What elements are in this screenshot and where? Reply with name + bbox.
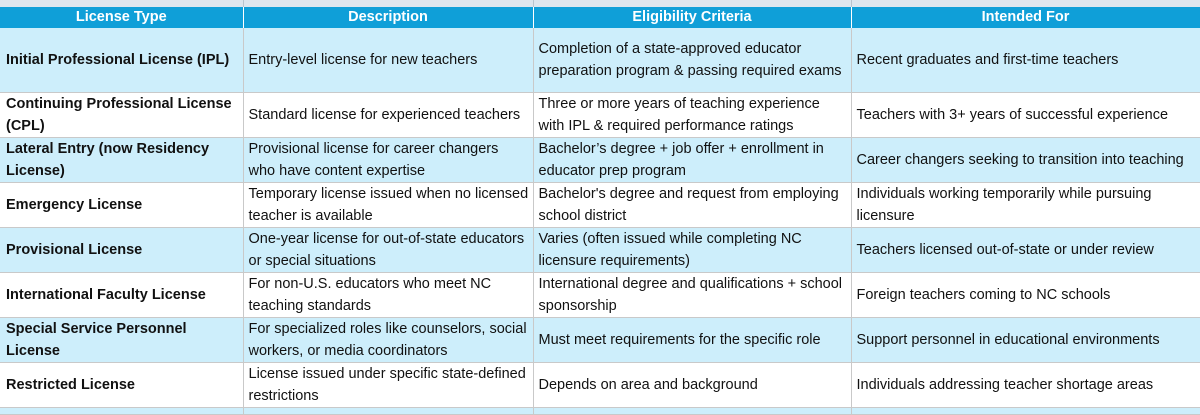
table-row: [0, 273, 1200, 318]
cell-license-type[interactable]: Restricted License: [0, 363, 243, 408]
empty-cell[interactable]: [243, 408, 533, 415]
cell-intended-for[interactable]: Career changers seeking to transition into teaching: [851, 138, 1200, 183]
cell-intended-for[interactable]: Foreign teachers coming to NC schools: [851, 273, 1200, 318]
cell-license-type[interactable]: Emergency License: [0, 183, 243, 228]
cell-description[interactable]: For specialized roles like counselors, social workers, or media coordinators: [243, 318, 533, 363]
cell-license-type[interactable]: Provisional License: [0, 228, 243, 273]
header-description[interactable]: Description: [243, 7, 533, 28]
cell-eligibility[interactable]: Bachelor's degree and request from employing school district: [533, 183, 851, 228]
partial-next-row: [0, 408, 1200, 415]
cell-license-type[interactable]: Special Service Personnel License: [0, 318, 243, 363]
header-row: [0, 7, 1200, 28]
cell-eligibility[interactable]: Varies (often issued while completing NC licensure requirements): [533, 228, 851, 273]
cell-intended-for[interactable]: Teachers licensed out-of-state or under review: [851, 228, 1200, 273]
empty-cell[interactable]: [533, 408, 851, 415]
cell-eligibility[interactable]: Completion of a state-approved educator preparation program & passing required exams: [533, 28, 851, 93]
cell-description[interactable]: Provisional license for career changers who have content expertise: [243, 138, 533, 183]
table-row: [0, 183, 1200, 228]
table-row: [0, 138, 1200, 183]
cell-description[interactable]: Temporary license issued when no licensed teacher is available: [243, 183, 533, 228]
cell-eligibility[interactable]: Three or more years of teaching experience with IPL & required performance ratings: [533, 93, 851, 138]
header-eligibility-criteria[interactable]: Eligibility Criteria: [533, 7, 851, 28]
cell-intended-for[interactable]: Teachers with 3+ years of successful experience: [851, 93, 1200, 138]
header-intended-for[interactable]: Intended For: [851, 7, 1200, 28]
empty-cell[interactable]: [851, 408, 1200, 415]
cell-description[interactable]: One-year license for out-of-state educators or special situations: [243, 228, 533, 273]
cell-eligibility[interactable]: Must meet requirements for the specific role: [533, 318, 851, 363]
cell-description[interactable]: License issued under specific state-defined restrictions: [243, 363, 533, 408]
cell-license-type[interactable]: Lateral Entry (now Residency License): [0, 138, 243, 183]
cell-eligibility[interactable]: International degree and qualifications + school sponsorship: [533, 273, 851, 318]
cell-intended-for[interactable]: Individuals working temporarily while pursuing licensure: [851, 183, 1200, 228]
empty-cell[interactable]: [0, 408, 243, 415]
table-row: [0, 228, 1200, 273]
table-row: [0, 28, 1200, 93]
table-row: [0, 93, 1200, 138]
cell-description[interactable]: For non-U.S. educators who meet NC teaching standards: [243, 273, 533, 318]
table-row: [0, 318, 1200, 363]
license-table: [0, 7, 1200, 415]
cell-license-type[interactable]: Continuing Professional License (CPL): [0, 93, 243, 138]
cell-intended-for[interactable]: Individuals addressing teacher shortage areas: [851, 363, 1200, 408]
cell-license-type[interactable]: International Faculty License: [0, 273, 243, 318]
cell-license-type[interactable]: Initial Professional License (IPL): [0, 28, 243, 93]
cell-eligibility[interactable]: Bachelor’s degree + job offer + enrollment in educator prep program: [533, 138, 851, 183]
header-license-type[interactable]: License Type: [0, 7, 243, 28]
cell-eligibility[interactable]: Depends on area and background: [533, 363, 851, 408]
cell-description[interactable]: Entry-level license for new teachers: [243, 28, 533, 93]
cell-intended-for[interactable]: Recent graduates and first-time teachers: [851, 28, 1200, 93]
table-row: [0, 363, 1200, 408]
cell-description[interactable]: Standard license for experienced teachers: [243, 93, 533, 138]
cell-intended-for[interactable]: Support personnel in educational environments: [851, 318, 1200, 363]
top-row-strip: [0, 0, 1200, 7]
